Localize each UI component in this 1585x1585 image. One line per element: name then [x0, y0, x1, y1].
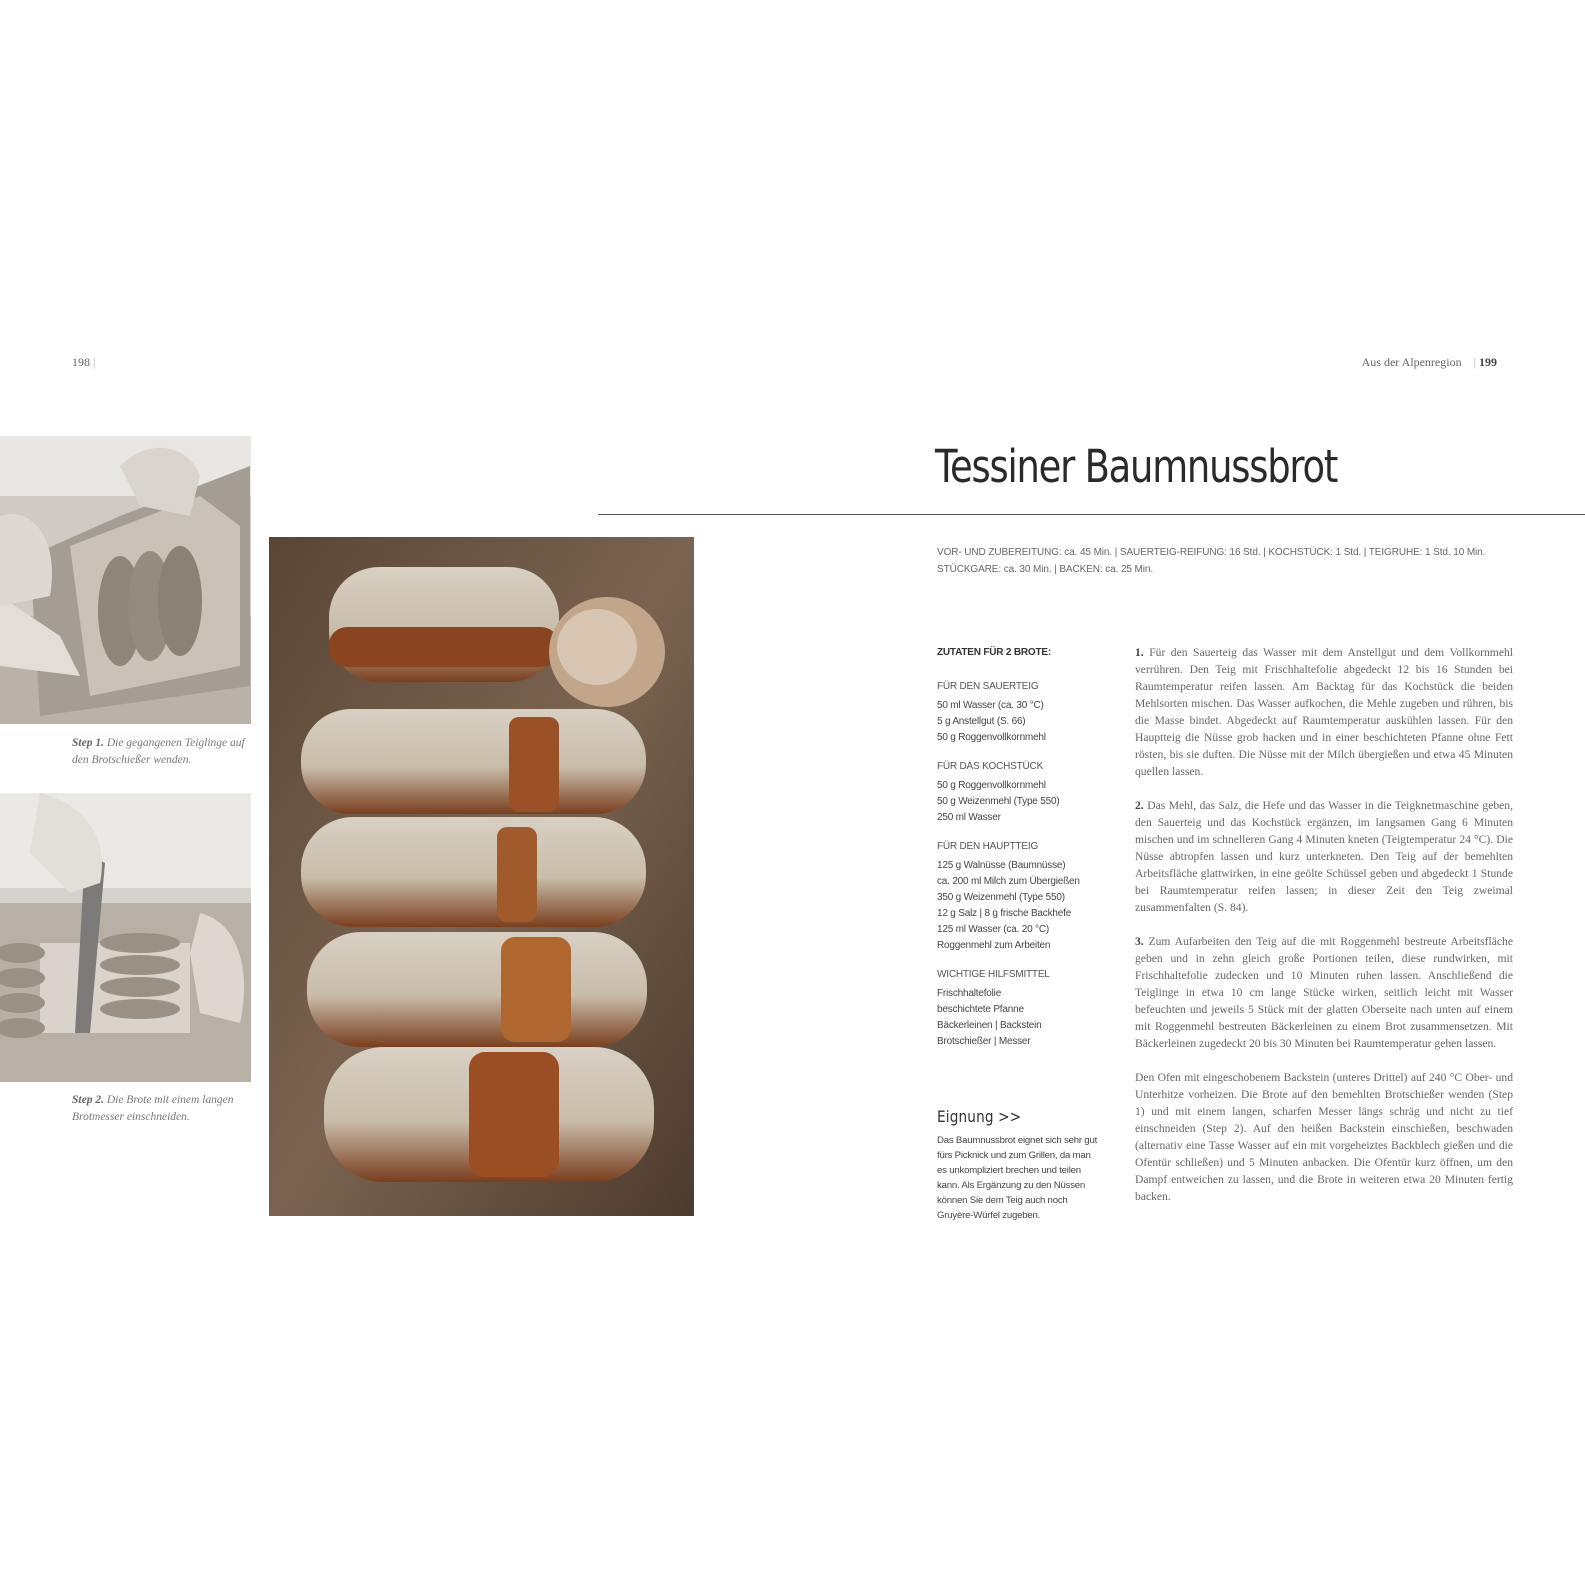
page-number: 199 — [1479, 355, 1497, 369]
caption-label: Step 2. — [72, 1094, 104, 1106]
method-step-4 — [1135, 1069, 1513, 1205]
ingredient-item: 12 g Salz | 8 g frische Backhefe — [937, 908, 1072, 919]
folio-separator: | — [93, 355, 96, 369]
ingredient-item: Roggenmehl zum Arbeiten — [937, 940, 1051, 951]
folio-separator: | — [1473, 355, 1476, 369]
eignung-title: Eignung >> — [937, 1107, 1022, 1126]
ingredient-item: 250 ml Wasser — [937, 812, 1001, 823]
ingredient-item: 50 ml Wasser (ca. 30 °C) — [937, 700, 1044, 711]
ingredient-item: 50 g Roggenvollkornmehl — [937, 732, 1046, 743]
eignung-text: Das Baumnussbrot eignet sich sehr gut fürs Picknick und zum Grillen, da man es unkompliziert brechen und teilen kann. Als Ergänzung zu den Nüssen können Sie dem Teig auch noch Gruyère-Würfel zugeben. — [937, 1135, 1098, 1221]
ingredient-item: Bäckerleinen | Backstein — [937, 1020, 1042, 1031]
ingredient-item: 50 g Roggenvollkornmehl — [937, 780, 1046, 791]
ingredient-item: ca. 200 ml Milch zum Übergießen — [937, 876, 1080, 887]
timing-info — [937, 544, 1557, 578]
step-number: 3. — [1135, 935, 1144, 948]
group-title-hilfsmittel: WICHTIGE HILFSMITTEL — [937, 969, 1050, 980]
ingredient-item: Brotschießer | Messer — [937, 1036, 1031, 1047]
ingredients-heading: ZUTATEN FÜR 2 BROTE: — [937, 647, 1051, 658]
timing-line-1: VOR- UND ZUBEREITUNG: ca. 45 Min. | SAUERTEIG-REIFUNG: 16 Std. | KOCHSTÜCK: 1 Std. | TEIGRUHE: 1 Std. 10 Min. — [937, 547, 1486, 558]
page-number: 198 — [72, 355, 90, 369]
step2-photo — [0, 793, 251, 1082]
group-title-hauptteig: FÜR DEN HAUPTTEIG — [937, 841, 1039, 852]
step-text: Das Mehl, das Salz, die Hefe und das Wasser in die Teigknetmaschine geben, den Sauerteig und das Kochstück ergänzen, im langsamen Gang 6 Minuten mischen und im schnelleren Gang 4 Minuten kneten (Teigtemperatur 24 °C). Die Nüsse abtropfen lassen und kurz unterkneten. Den Teig auf der bemehlten Arbeitsfläche glattwirken, in eine geölte Schüssel geben und abgedeckt 1 Stunde bei Raumtemperatur reifen lassen; in dieser Zeit den Teig zweimal zusammenfalten (S. 84). — [1135, 799, 1513, 914]
step-text: Den Ofen mit eingeschobenem Backstein (unteres Drittel) auf 240 °C Ober- und Unterhitze vorheizen. Die Brote auf den bemehlten Brotschießer wenden (Step 1) und mit einem langen, scharfen Messer längs schräg und nicht zu tief einschneiden (Step 2). Auf den heißen Backstein einschießen, beschwaden (alternativ eine Tasse Wasser auf ein mit vorgeheiztes Backblech gießen und die Ofentür schließen) und 5 Minuten anbacken. Die Ofentür kurz öffnen, um den Dampf entweichen zu lassen, und die Brote in weiteren etwa 20 Minuten fertig backen. — [1135, 1071, 1513, 1203]
step-text: Zum Aufarbeiten den Teig auf die mit Roggenmehl bestreute Arbeitsfläche geben und in zehn gleich große Portionen teilen, diese rundwirken, mit Frischhaltefolie zudecken und 10 Minuten ruhen lassen. Anschließend die Teiglinge in etwa 10 cm lange Stücke wirken, seitlich leicht mit Wasser befeuchten und jeweils 5 Stück mit der glatten Oberseite nach unten auf einem mit Roggenmehl bestreuten Bäckerleinen zu einem Brot zusammensetzen. Mit Bäckerleinen zugedeckt 20 bis 30 Minuten bei Raumtemperatur gehen lassen. — [1135, 935, 1513, 1050]
bread-photo — [269, 537, 694, 1216]
ingredients-list — [937, 645, 1112, 1050]
timing-line-2: STÜCKGARE: ca. 30 Min. | BACKEN: ca. 25 Min. — [937, 564, 1154, 575]
page-number-left — [72, 355, 95, 370]
page-number-right — [1362, 355, 1497, 370]
ingredient-item: 350 g Weizenmehl (Type 550) — [937, 892, 1065, 903]
ingredient-item: 50 g Weizenmehl (Type 550) — [937, 796, 1060, 807]
method-step-3 — [1135, 933, 1513, 1052]
method-step-2 — [1135, 797, 1513, 916]
caption-text: Die Brote mit einem langen Brotmesser einschneiden. — [72, 1094, 234, 1123]
ingredient-item: Frischhaltefolie — [937, 988, 1002, 999]
step1-photo — [0, 436, 251, 724]
ingredient-item: beschichtete Pfanne — [937, 1004, 1024, 1015]
ingredient-item: 5 g Anstellgut (S. 66) — [937, 716, 1026, 727]
title-rule — [598, 514, 1585, 515]
recipe-title: Tessiner Baumnussbrot — [935, 440, 1338, 493]
step1-caption — [72, 735, 252, 769]
step-text: Für den Sauerteig das Wasser mit dem Anstellgut und dem Vollkornmehl verrühren. Den Teig mit Frischhaltefolie abgedeckt 12 bis 16 Stunden bei Raumtemperatur reifen lassen. Am Backtag für das Kochstück die beiden Mehlsorten mischen. Das Wasser aufkochen, die Mehle zugeben und rühren, bis die Masse bindet. Abgedeckt auf Raumtemperatur auskühlen lassen. Für den Hauptteig die Nüsse grob hacken und in einer beschichteten Pfanne ohne Fett rösten, bis sie duften. Die Nüsse mit der Milch übergießen und etwa 45 Minuten quellen lassen. — [1135, 646, 1513, 778]
ingredient-item: 125 g Walnüsse (Baumnüsse) — [937, 860, 1066, 871]
step-number: 2. — [1135, 799, 1144, 812]
caption-label: Step 1. — [72, 737, 104, 749]
group-title-sauerteig: FÜR DEN SAUERTEIG — [937, 681, 1039, 692]
step-number: 1. — [1135, 646, 1144, 659]
step2-caption — [72, 1092, 252, 1126]
method-text — [1135, 644, 1513, 1222]
caption-text: Die gegangenen Teiglinge auf den Brotschießer wenden. — [72, 737, 245, 766]
running-head: Aus der Alpenregion — [1361, 355, 1462, 369]
method-step-1 — [1135, 644, 1513, 780]
ingredient-item: 125 ml Wasser (ca. 20 °C) — [937, 924, 1049, 935]
group-title-kochstueck: FÜR DAS KOCHSTÜCK — [937, 761, 1044, 772]
